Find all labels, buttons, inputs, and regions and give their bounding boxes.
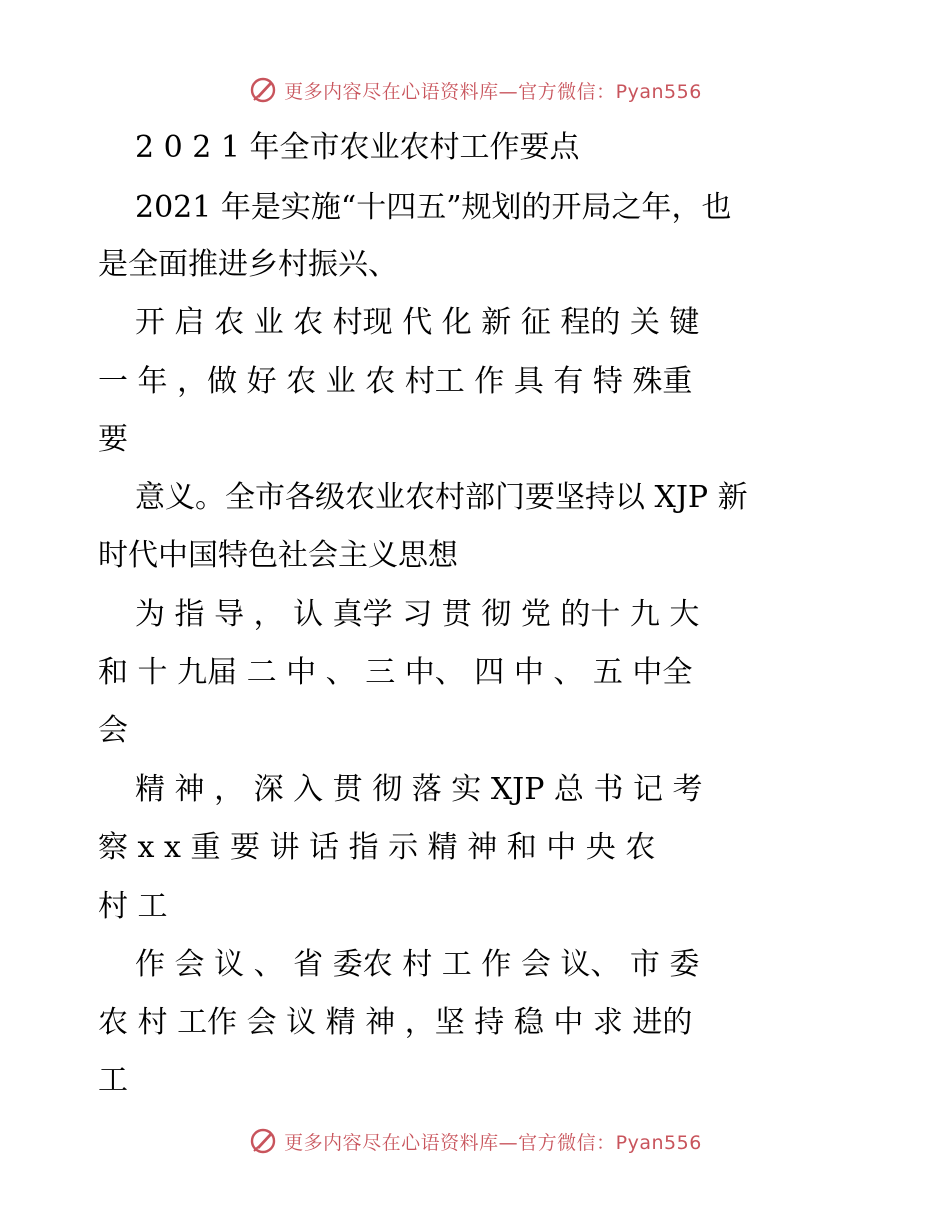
paragraph-line: 2021 年是实施“十四五”规划的开局之年，也 — [135, 190, 732, 225]
paragraph-line: 作 会 议 、 省 委农 村 工 作 会 议、 市 委 — [135, 947, 700, 982]
paragraph-line: 精 神 ， 深 入 贯 彻 落 实 XJP 总 书 记 考 — [135, 772, 703, 807]
paragraph-line: 意义。全市各级农业农村部门要坚持以 XJP 新 — [135, 480, 748, 515]
paragraph-line: 为 指 导 ， 认 真学 习 贯 彻 党 的十 九 大 — [135, 597, 700, 632]
watermark-footer — [0, 1121, 950, 1161]
watermark-text: 更多内容尽在心语资料库—官方微信：Pyan556 — [284, 1131, 702, 1154]
paragraph-line: 一 年 ，做 好 农 业 农 村工 作 具 有 特 殊重 — [98, 364, 693, 399]
paragraph-line: 察 x x 重 要 讲 话 指 示 精 神 和 中 央 农 — [98, 830, 656, 865]
paragraph-line: 村 工 — [98, 889, 168, 924]
paragraph-line: 和 十 九届 二 中 、 三 中、 四 中 、 五 中全 — [98, 655, 693, 690]
document-title: 2 0 2 1 年全市农业农村工作要点 — [135, 130, 580, 165]
paragraph-line: 是全面推进乡村振兴、 — [98, 247, 398, 282]
paragraph-line: 工 — [98, 1063, 128, 1098]
paragraph-line: 会 — [98, 713, 128, 748]
paragraph-line: 开 启 农 业 农 村现 代 化 新 征 程的 关 键 — [135, 305, 700, 340]
quill-circle-logo-icon — [248, 1126, 278, 1156]
paragraph-line: 时代中国特色社会主义思想 — [98, 538, 458, 573]
paragraph-line: 要 — [98, 422, 128, 457]
paragraph-line: 农 村 工作 会 议 精 神 ，坚 持 稳 中 求 进的 — [98, 1005, 693, 1040]
watermark-text: 更多内容尽在心语资料库—官方微信：Pyan556 — [284, 80, 702, 103]
